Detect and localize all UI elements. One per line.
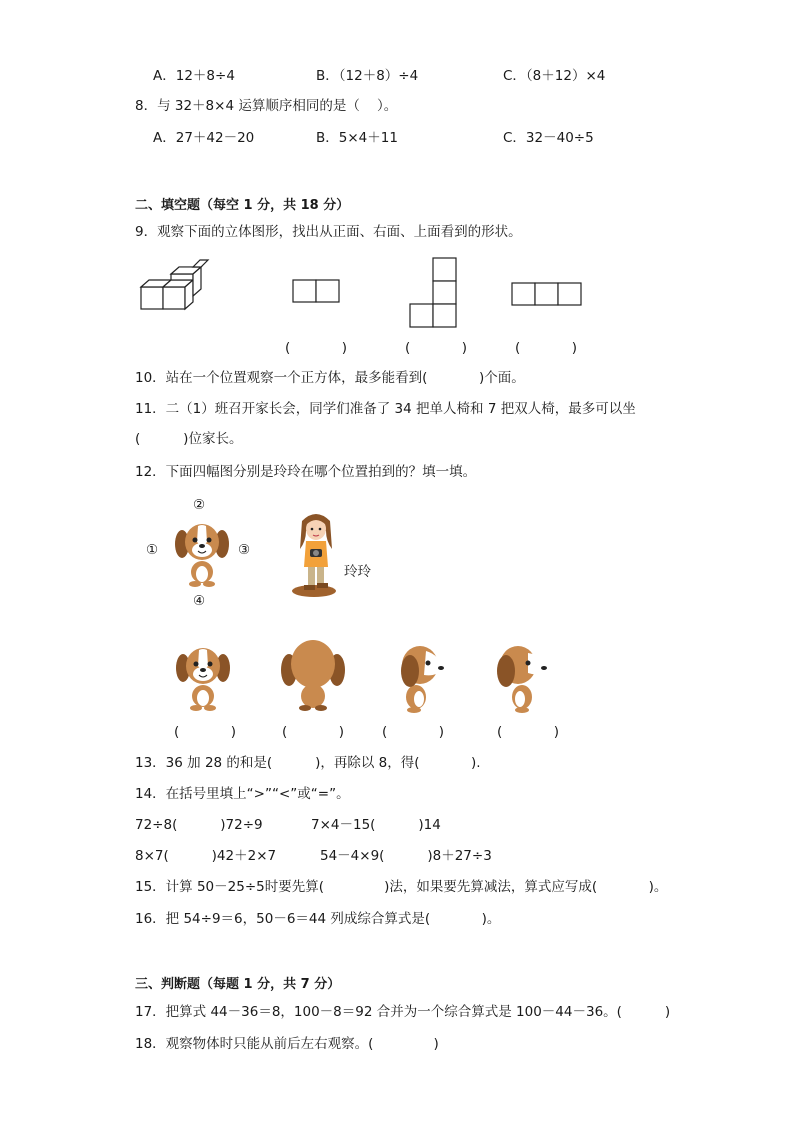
position-label-1: ①: [146, 542, 159, 558]
girl-name-label: 玲玲: [344, 564, 371, 580]
q13-text: 13．36 加 28 的和是( )，再除以 8，得( ).: [135, 755, 481, 771]
q12-blank-2[interactable]: ( ): [282, 724, 345, 740]
q9-blank-1[interactable]: ( ): [285, 340, 348, 356]
q12-stem: 12．下面四幅图分别是玲玲在哪个位置拍到的？填一填。: [135, 464, 477, 480]
position-label-3: ③: [238, 542, 251, 558]
q9-solid-figure: [140, 266, 210, 316]
girl-photographer-icon: [292, 511, 342, 595]
position-label-4: ④: [193, 593, 206, 609]
q8-option-c: C．32－40÷5: [503, 130, 594, 146]
position-label-2: ②: [193, 497, 206, 513]
q15-text: 15．计算 50－25÷5时要先算( )法，如果要先算减法，算式应写成( )。: [135, 879, 668, 895]
q9-view-three-squares: [511, 282, 583, 306]
q7-option-c: C．（8＋12）×4: [503, 68, 606, 84]
q11-line1: 11．二（1）班召开家长会，同学们准备了 34 把单人椅和 7 把双人椅，最多可以坐: [135, 401, 636, 417]
q7-option-b: B．（12＋8）÷4: [316, 68, 419, 84]
q9-view-l-shape: [409, 257, 459, 329]
q9-stem: 9．观察下面的立体图形，找出从正面、右面、上面看到的形状。: [135, 224, 522, 240]
section-2-heading: 二、填空题（每空 1 分，共 18 分）: [135, 198, 350, 213]
q9-blank-3[interactable]: ( ): [515, 340, 578, 356]
q12-blank-3[interactable]: ( ): [382, 724, 445, 740]
q12-blank-4[interactable]: ( ): [497, 724, 560, 740]
section-3-heading: 三、判断题（每题 1 分，共 7 分）: [135, 977, 341, 992]
q14-stem: 14．在括号里填上“>”“<”或“=”。: [135, 786, 350, 802]
q8-stem: 8．与 32＋8×4 运算顺序相同的是（ ）。: [135, 98, 398, 114]
dog-right-side-icon: [392, 641, 446, 713]
q14-row1-b: 7×4－15( )14: [311, 817, 441, 833]
q10-text: 10．站在一个位置观察一个正方体，最多能看到( )个面。: [135, 370, 525, 386]
q17-text: 17．把算式 44－36＝8，100－8＝92 合并为一个综合算式是 100－44－36。( ): [135, 1004, 671, 1020]
q18-text: 18．观察物体时只能从前后左右观察。( ): [135, 1036, 439, 1052]
q11-line2: ( )位家长。: [135, 431, 243, 447]
dog-front-view-icon: [175, 642, 231, 712]
dog-front-icon: [174, 518, 230, 588]
q14-row2-b: 54－4×9( )8＋27÷3: [320, 848, 492, 864]
q8-option-a: A．27＋42－20: [153, 130, 255, 146]
q14-row2-a: 8×7( )42＋2×7: [135, 848, 277, 864]
dog-left-side-icon: [494, 641, 548, 713]
dog-back-view-icon: [281, 638, 345, 712]
q7-option-a: A．12＋8÷4: [153, 68, 235, 84]
q8-option-b: B．5×4＋11: [316, 130, 398, 146]
q9-view-two-squares: [292, 279, 340, 303]
q16-text: 16．把 54÷9＝6，50－6＝44 列成综合算式是( )。: [135, 911, 501, 927]
q12-blank-1[interactable]: ( ): [174, 724, 237, 740]
q14-row1-a: 72÷8( )72÷9: [135, 817, 263, 833]
q9-blank-2[interactable]: ( ): [405, 340, 468, 356]
